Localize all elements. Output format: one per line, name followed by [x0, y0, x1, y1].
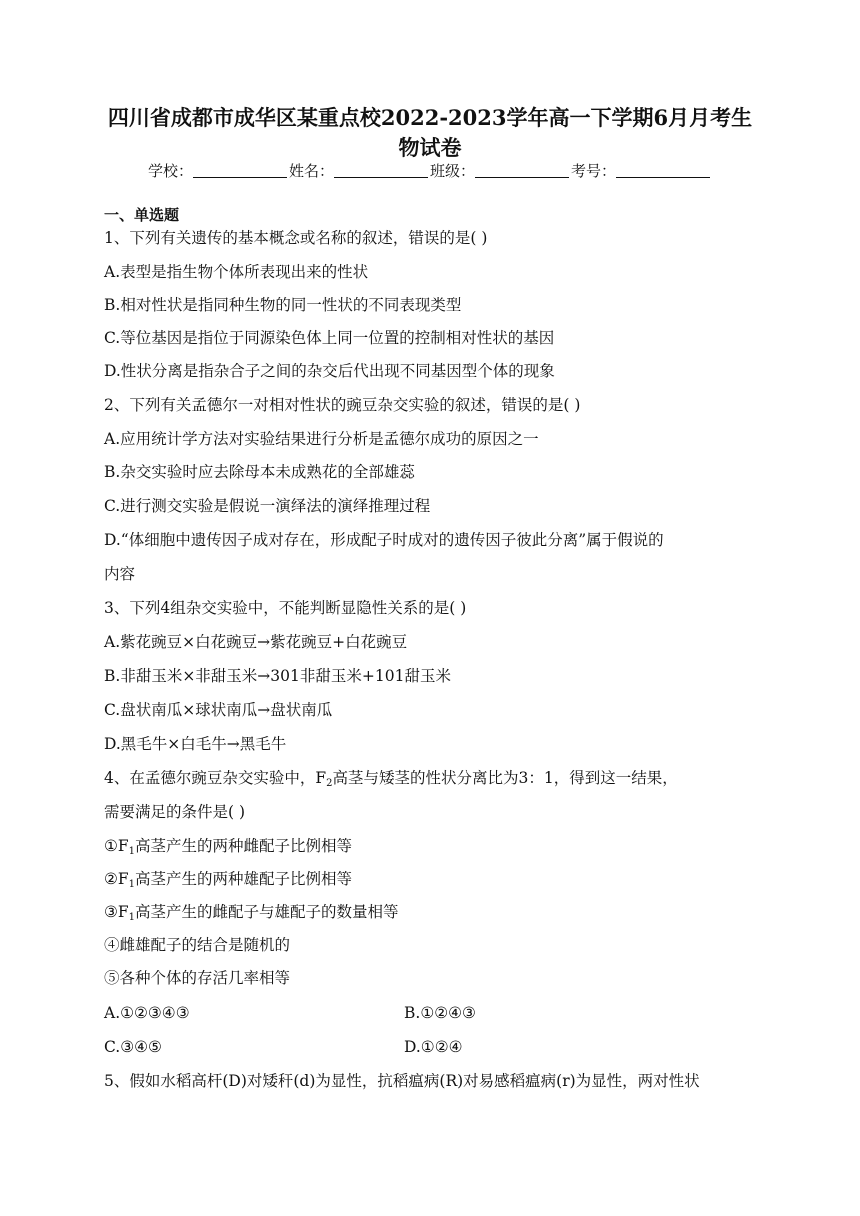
q1-option-b: B.相对性状是指同种生物的同一性状的不同表现类型: [104, 296, 462, 314]
exam-title: [90, 103, 770, 163]
student-info-row: [0, 160, 860, 181]
q4-option-b: B.①②④③: [404, 1004, 476, 1022]
q4-c2-pre: ②F: [104, 870, 129, 888]
q1-option-a: A.表型是指生物个体所表现出来的性状: [104, 263, 369, 281]
q1-option-d: D.性状分离是指杂合子之间的杂交后代出现不同基因型个体的现象: [104, 362, 555, 380]
q4-stem-subscript: 2: [326, 778, 333, 789]
q4-c2-post: 高茎产生的两种雄配子比例相等: [135, 870, 353, 888]
q1-stem: 1、下列有关遗传的基本概念或名称的叙述，错误的是( ): [104, 229, 488, 247]
q1-option-c: C.等位基因是指位于同源染色体上同一位置的控制相对性状的基因: [104, 329, 555, 347]
q3-option-a: A.紫花豌豆×白花豌豆→紫花豌豆+白花豌豆: [104, 633, 408, 651]
q4-condition-2: [104, 869, 352, 889]
q2-option-c: C.进行测交实验是假说一演绎法的演绎推理过程: [104, 497, 431, 515]
q3-stem: 3、下列4组杂交实验中，不能判断显隐性关系的是( ): [104, 599, 467, 617]
q4-option-d: D.①②④: [404, 1038, 463, 1056]
q4-stem-part1: 4、在孟德尔豌豆杂交实验中，F: [104, 769, 327, 787]
q5-stem: 5、假如水稻高杆(D)对矮秆(d)为显性，抗稻瘟病(R)对易感稻瘟病(r)为显性，两对性状: [104, 1072, 700, 1090]
exam-no-label: 考号：: [571, 162, 617, 180]
school-label: 学校：: [147, 162, 193, 180]
title-line-2: 物试卷: [398, 135, 462, 160]
section-heading: 一、单选题: [104, 206, 180, 224]
q3-option-c: C.盘状南瓜×球状南瓜→盘状南瓜: [104, 701, 333, 719]
q4-stem-part2: 高茎与矮茎的性状分离比为3：1，得到这一结果，: [332, 769, 678, 787]
q2-option-b: B.杂交实验时应去除母本未成熟花的全部雄蕊: [104, 463, 415, 481]
q4-c3-post: 高茎产生的雌配子与雄配子的数量相等: [135, 903, 399, 921]
q4-condition-1: [104, 836, 352, 856]
q4-c1-sub: 1: [128, 846, 136, 857]
class-label: 班级：: [430, 162, 476, 180]
school-blank[interactable]: [193, 163, 287, 178]
q4-option-c: C.③④⑤: [104, 1038, 162, 1056]
name-label: 姓名：: [288, 162, 334, 180]
q2-option-d-line2: 内容: [104, 565, 136, 583]
q4-stem-line1: [104, 768, 678, 788]
class-blank[interactable]: [475, 163, 569, 178]
title-line-1: 四川省成都市成华区某重点校2022-2023学年高一下学期6月月考生: [107, 105, 753, 130]
q3-option-d: D.黑毛牛×白毛牛→黑毛牛: [104, 735, 287, 753]
q2-option-a: A.应用统计学方法对实验结果进行分析是孟德尔成功的原因之一: [104, 430, 539, 448]
q4-c3-sub: 1: [128, 912, 136, 923]
q4-c2-sub: 1: [128, 879, 136, 890]
q4-stem-line2: 需要满足的条件是( ): [104, 803, 246, 821]
q2-option-d-line1: D.“体细胞中遗传因子成对存在，形成配子时成对的遗传因子彼此分离”属于假说的: [104, 531, 664, 549]
q4-condition-4: ④雌雄配子的结合是随机的: [104, 936, 291, 954]
q4-c1-post: 高茎产生的两种雌配子比例相等: [135, 837, 353, 855]
q2-stem: 2、下列有关孟德尔一对相对性状的豌豆杂交实验的叙述，错误的是( ): [104, 396, 581, 414]
name-blank[interactable]: [334, 163, 428, 178]
q4-condition-5: ⑤各种个体的存活几率相等: [104, 969, 291, 987]
q4-c3-pre: ③F: [104, 903, 129, 921]
q4-condition-3: [104, 902, 399, 922]
q4-option-a: A.①②③④③: [104, 1004, 190, 1022]
exam-no-blank[interactable]: [616, 163, 710, 178]
q3-option-b: B.非甜玉米×非甜玉米→301非甜玉米+101甜玉米: [104, 667, 451, 685]
q4-c1-pre: ①F: [104, 837, 129, 855]
